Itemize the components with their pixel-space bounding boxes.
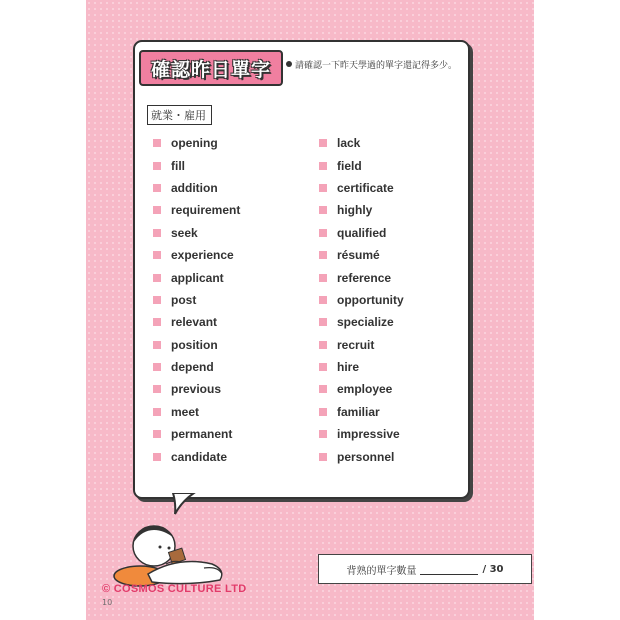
square-bullet-icon xyxy=(319,139,327,147)
square-bullet-icon xyxy=(153,139,161,147)
square-bullet-icon xyxy=(153,162,161,170)
word-item xyxy=(153,177,240,199)
square-bullet-icon xyxy=(153,184,161,192)
word-item xyxy=(153,423,240,445)
vocabulary-word: meet xyxy=(171,404,200,419)
page-title: 確認昨日單字 xyxy=(150,58,271,81)
word-item xyxy=(319,289,404,311)
word-item xyxy=(153,244,240,266)
vocabulary-word: position xyxy=(171,337,218,352)
square-bullet-icon xyxy=(153,251,161,259)
square-bullet-icon xyxy=(319,251,327,259)
vocabulary-word: résumé xyxy=(337,248,380,263)
vocabulary-word: addition xyxy=(171,180,218,195)
vocabulary-word: permanent xyxy=(171,427,233,442)
word-item xyxy=(153,199,240,221)
word-list-right xyxy=(319,132,404,468)
word-item xyxy=(319,445,404,467)
counter-total: / 30 xyxy=(482,563,504,575)
category-label: 就業・雇用 xyxy=(147,105,212,125)
vocabulary-word: depend xyxy=(171,360,214,375)
square-bullet-icon xyxy=(153,341,161,349)
page-number: 10 xyxy=(102,598,113,607)
vocabulary-word: relevant xyxy=(171,315,218,330)
page-background xyxy=(86,0,534,620)
square-bullet-icon xyxy=(319,453,327,461)
vocabulary-word: field xyxy=(337,158,362,173)
bullet-dot-icon xyxy=(286,61,292,67)
word-item xyxy=(319,199,404,221)
instruction-label: 請確認一下昨天學過的單字還記得多少。 xyxy=(295,61,458,71)
vocabulary-word: previous xyxy=(171,382,222,397)
copyright-watermark: © COSMOS CULTURE LTD xyxy=(102,583,247,595)
square-bullet-icon xyxy=(319,206,327,214)
word-item xyxy=(153,334,240,356)
square-bullet-icon xyxy=(319,430,327,438)
square-bullet-icon xyxy=(153,229,161,237)
vocabulary-word: opening xyxy=(171,136,218,151)
word-item xyxy=(319,266,404,288)
square-bullet-icon xyxy=(153,296,161,304)
vocabulary-word: recruit xyxy=(337,337,375,352)
square-bullet-icon xyxy=(319,408,327,416)
word-item xyxy=(153,378,240,400)
word-item xyxy=(153,401,240,423)
vocabulary-word: familiar xyxy=(337,404,380,419)
vocabulary-word: requirement xyxy=(171,203,241,218)
word-item xyxy=(319,334,404,356)
square-bullet-icon xyxy=(153,206,161,214)
vocabulary-word: highly xyxy=(337,203,373,218)
word-item xyxy=(319,132,404,154)
vocabulary-word: hire xyxy=(337,360,360,375)
word-item xyxy=(319,311,404,333)
square-bullet-icon xyxy=(319,385,327,393)
word-item xyxy=(319,222,404,244)
reading-character-illustration xyxy=(108,520,238,590)
vocabulary-word: applicant xyxy=(171,270,224,285)
word-item xyxy=(153,132,240,154)
word-item xyxy=(319,244,404,266)
word-list-left xyxy=(153,132,240,468)
square-bullet-icon xyxy=(153,430,161,438)
square-bullet-icon xyxy=(319,318,327,326)
square-bullet-icon xyxy=(319,296,327,304)
vocabulary-word: candidate xyxy=(171,449,228,464)
speech-bubble-tail xyxy=(172,493,196,515)
word-review-card xyxy=(133,40,470,499)
word-item xyxy=(153,445,240,467)
vocabulary-word: experience xyxy=(171,248,234,263)
vocabulary-word: post xyxy=(171,292,197,307)
square-bullet-icon xyxy=(319,341,327,349)
word-item xyxy=(153,289,240,311)
vocabulary-word: reference xyxy=(337,270,392,285)
title-banner xyxy=(139,50,283,86)
vocabulary-word: specialize xyxy=(337,315,394,330)
word-item xyxy=(153,154,240,176)
vocabulary-word: impressive xyxy=(337,427,400,442)
word-item xyxy=(153,266,240,288)
vocabulary-word: fill xyxy=(171,158,185,173)
square-bullet-icon xyxy=(153,274,161,282)
square-bullet-icon xyxy=(319,184,327,192)
vocabulary-word: seek xyxy=(171,225,198,240)
vocabulary-word: personnel xyxy=(337,449,395,464)
instruction-text xyxy=(286,58,457,71)
word-item xyxy=(319,401,404,423)
word-item xyxy=(319,154,404,176)
counter-blank-field[interactable] xyxy=(420,564,478,575)
word-item xyxy=(319,177,404,199)
vocabulary-word: opportunity xyxy=(337,292,404,307)
vocabulary-word: lack xyxy=(337,136,361,151)
square-bullet-icon xyxy=(319,363,327,371)
square-bullet-icon xyxy=(319,162,327,170)
square-bullet-icon xyxy=(153,385,161,393)
learned-word-counter xyxy=(318,554,532,584)
square-bullet-icon xyxy=(153,363,161,371)
word-item xyxy=(319,378,404,400)
word-item xyxy=(153,222,240,244)
square-bullet-icon xyxy=(319,274,327,282)
square-bullet-icon xyxy=(153,408,161,416)
square-bullet-icon xyxy=(153,318,161,326)
word-item xyxy=(319,356,404,378)
square-bullet-icon xyxy=(153,453,161,461)
counter-label: 背熟的單字數量 xyxy=(346,565,417,577)
vocabulary-word: certificate xyxy=(337,180,394,195)
word-item xyxy=(153,356,240,378)
word-item xyxy=(319,423,404,445)
word-item xyxy=(153,311,240,333)
vocabulary-word: employee xyxy=(337,382,393,397)
square-bullet-icon xyxy=(319,229,327,237)
vocabulary-word: qualified xyxy=(337,225,387,240)
